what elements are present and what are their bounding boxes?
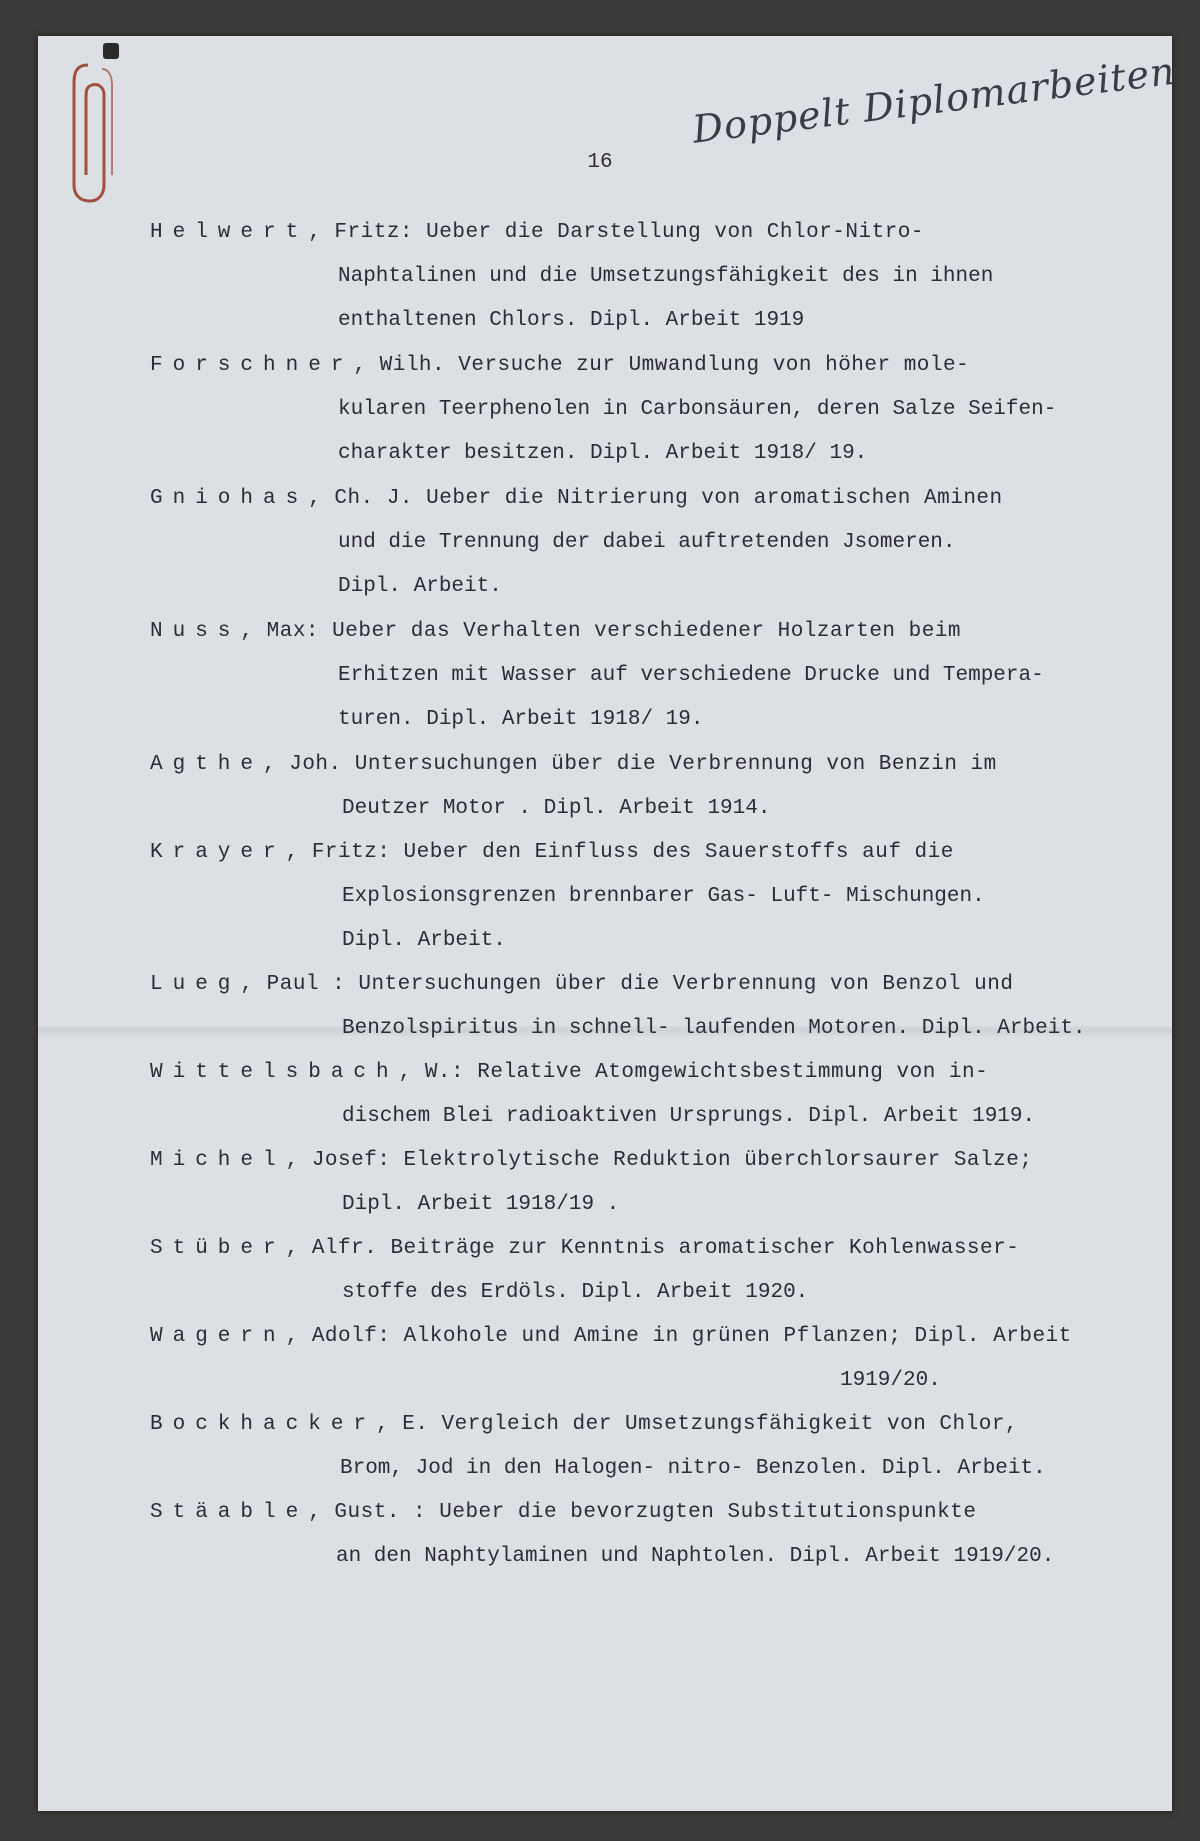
- entry-continuation: dischem Blei radioaktiven Ursprungs. Dipl. Arbeit 1919.: [342, 1105, 1036, 1128]
- entry-text: , Adolf: Alkohole und Amine in grünen Pflanzen; Dipl. Arbeit: [285, 1325, 1072, 1348]
- entry-continuation: turen. Dipl. Arbeit 1918/ 19.: [338, 708, 704, 731]
- entry-continuation: Explosionsgrenzen brennbarer Gas- Luft- Mischungen.: [342, 885, 985, 908]
- author-name: Stüber: [150, 1237, 286, 1260]
- author-name: Helwert: [150, 221, 309, 244]
- list-item: [150, 963, 1170, 1051]
- author-name: Bockhacker: [150, 1413, 377, 1436]
- entry-continuation: Benzolspiritus in schnell- laufenden Motoren. Dipl. Arbeit.: [342, 1017, 1086, 1040]
- entry-continuation: an den Naphtylaminen und Naphtolen. Dipl. Arbeit 1919/20.: [336, 1545, 1055, 1568]
- page-number: 16: [587, 151, 613, 174]
- entry-text: , W.: Relative Atomgewichtsbestimmung von in-: [398, 1061, 989, 1084]
- entry-continuation: und die Trennung der dabei auftretenden Jsomeren.: [338, 531, 956, 554]
- list-item: [150, 344, 1170, 476]
- entry-continuation: charakter besitzen. Dipl. Arbeit 1918/ 19.: [338, 442, 868, 465]
- list-item: [150, 477, 1170, 609]
- list-item: [150, 1139, 1170, 1227]
- entry-year: 1919/20.: [840, 1369, 941, 1392]
- list-item: [150, 743, 1170, 831]
- entry-text: , E. Vergleich der Umsetzungsfähigkeit von Chlor,: [376, 1413, 1019, 1436]
- entry-continuation: Naphtalinen und die Umsetzungsfähigkeit des in ihnen: [338, 265, 994, 288]
- author-name: Nuss: [150, 620, 241, 643]
- entry-continuation: Brom, Jod in den Halogen- nitro- Benzolen. Dipl. Arbeit.: [340, 1457, 1046, 1480]
- entry-text: , Paul : Untersuchungen über die Verbrennung von Benzol und: [240, 973, 1014, 996]
- entry-text: , Max: Ueber das Verhalten verschiedener Holzarten beim: [240, 620, 962, 643]
- list-item: [150, 1227, 1170, 1315]
- list-item: [150, 211, 1170, 343]
- list-item: [150, 1403, 1170, 1491]
- entry-text: , Joh. Untersuchungen über die Verbrennung von Benzin im: [263, 753, 997, 776]
- list-item: [150, 610, 1170, 742]
- entry-continuation: Erhitzen mit Wasser auf verschiedene Drucke und Tempera-: [338, 664, 1044, 687]
- entry-text: , Wilh. Versuche zur Umwandlung von höher mole-: [353, 354, 970, 377]
- entry-text: , Josef: Elektrolytische Reduktion überchlorsaurer Salze;: [285, 1149, 1033, 1172]
- entry-continuation: kularen Teerphenolen in Carbonsäuren, deren Salze Seifen-: [338, 398, 1057, 421]
- entry-text: , Ch. J. Ueber die Nitrierung von aromatischen Aminen: [308, 487, 1003, 510]
- entry-text: , Fritz: Ueber die Darstellung von Chlor-Nitro-: [308, 221, 925, 244]
- author-name: Gniohas: [150, 487, 309, 510]
- list-item: [150, 1315, 1170, 1403]
- list-item: [150, 1491, 1170, 1579]
- entry-text: , Alfr. Beiträge zur Kenntnis aromatischer Kohlenwasser-: [285, 1237, 1020, 1260]
- author-name: Wagern: [150, 1325, 286, 1348]
- entry-text: , Fritz: Ueber den Einfluss des Sauerstoffs auf die: [285, 841, 954, 864]
- author-name: Michel: [150, 1149, 286, 1172]
- entry-continuation: Dipl. Arbeit 1918/19 .: [342, 1193, 620, 1216]
- entry-continuation: stoffe des Erdöls. Dipl. Arbeit 1920.: [342, 1281, 809, 1304]
- author-name: Stäable: [150, 1501, 309, 1524]
- entry-continuation: Deutzer Motor . Dipl. Arbeit 1914.: [342, 797, 771, 820]
- author-name: Krayer: [150, 841, 286, 864]
- list-item: [150, 831, 1170, 963]
- entry-continuation: Dipl. Arbeit.: [338, 575, 502, 598]
- entry-text: , Gust. : Ueber die bevorzugten Substitutionspunkte: [308, 1501, 977, 1524]
- author-name: Forschner: [150, 354, 354, 377]
- entry-continuation: enthaltenen Chlors. Dipl. Arbeit 1919: [338, 309, 805, 332]
- entry-continuation: Dipl. Arbeit.: [342, 929, 506, 952]
- author-name: Lueg: [150, 973, 241, 996]
- author-name: Wittelsbach: [150, 1061, 399, 1084]
- author-name: Agthe: [150, 753, 264, 776]
- list-item: [150, 1051, 1170, 1139]
- handwritten-note: Doppelt Diplomarbeiten: [690, 48, 1178, 152]
